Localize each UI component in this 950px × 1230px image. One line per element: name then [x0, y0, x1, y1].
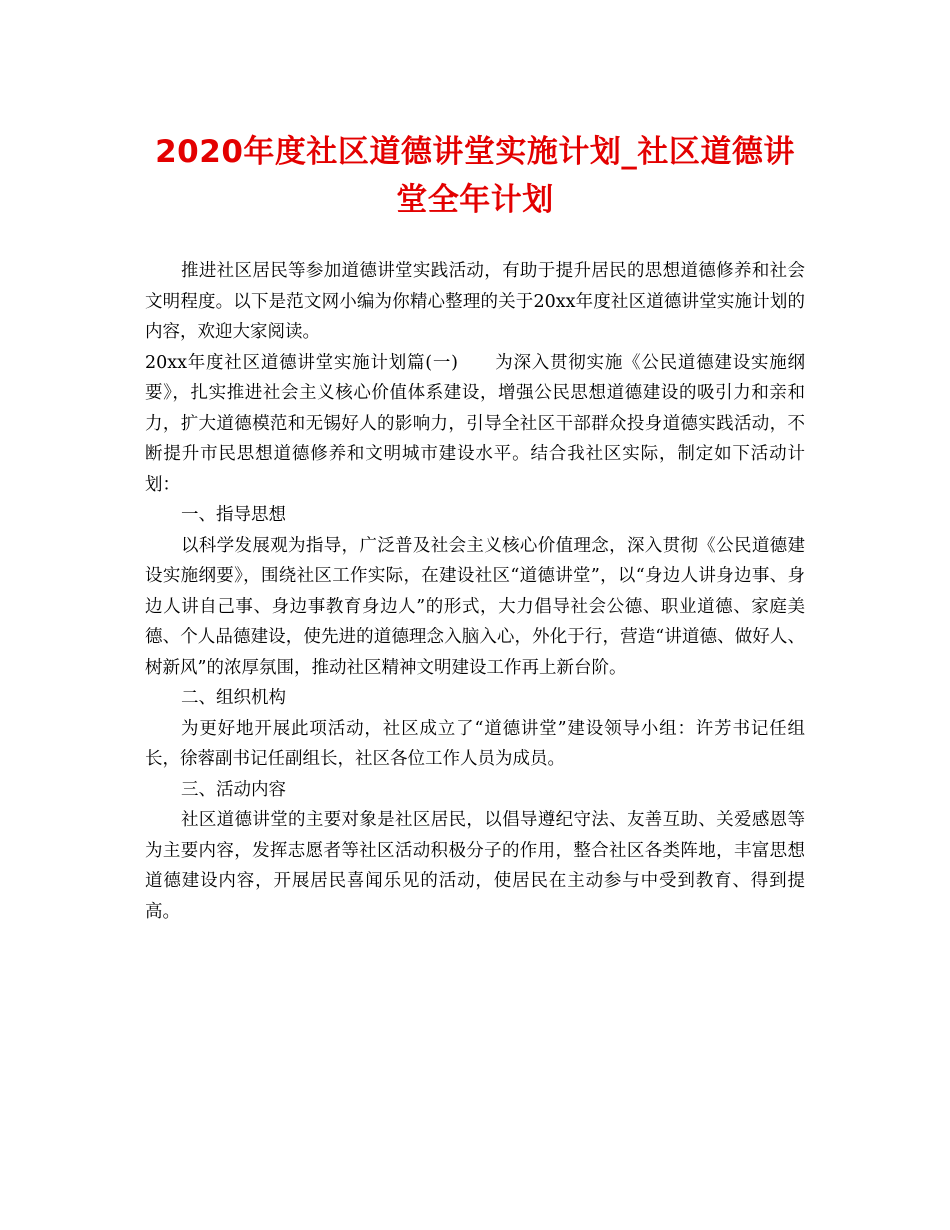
document-title: 2020年度社区道德讲堂实施计划_社区道德讲堂全年计划: [155, 134, 795, 218]
section-heading-organization: 二、组织机构: [181, 688, 286, 708]
document-body: [145, 256, 805, 927]
section-heading-activity-content: 三、活动内容: [181, 779, 286, 800]
activity-content-paragraph: 社区道德讲堂的主要对象是社区居民，以倡导遵纪守法、友善互助、关爱感恩等为主要内容，发挥志愿者等社区活动积极分子的作用，整合社区各类阵地，丰富思想道德建设内容，开展居民喜闻乐见的活动，使居民在主动参与中受到教育、得到提高。: [145, 810, 805, 922]
organization-paragraph: 为更好地开展此项活动，社区成立了“道德讲堂”建设领导小组：许芳书记任组长，徐蓉副书记任副组长，社区各位工作人员为成员。: [145, 718, 805, 769]
section-heading-guiding-ideology: 一、指导思想: [181, 505, 286, 525]
intro-paragraph: 推进社区居民等参加道德讲堂实践活动，有助于提升居民的思想道德修养和社会文明程度。以下是范文网小编为你精心整理的关于20xx年度社区道德讲堂实施计划的内容，欢迎大家阅读。: [145, 261, 805, 342]
guiding-ideology-paragraph: 以科学发展观为指导，广泛普及社会主义核心价值理念，深入贯彻《公民道德建设实施纲要》，围绕社区工作实际，在建设社区“道德讲堂”，以“身边人讲身边事、身边人讲自己事、身边事教育身边人”的形式，大力倡导社会公德、职业道德、家庭美德、个人品德建设，使先进的道德理念入脑入心，外化于行，营造“讲道德、做好人、树新风”的浓厚氛围，推动社区精神文明建设工作再上新台阶。: [145, 535, 805, 678]
plan-opening-paragraph: 20xx年度社区道德讲堂实施计划篇(一) 为深入贯彻实施《公民道德建设实施纲要》，扎实推进社会主义核心价值体系建设，增强公民思想道德建设的吸引力和亲和力，扩大道德模范和无锡好人的影响力，引导全社区干部群众投身道德实践活动，不断提升市民思想道德修养和文明城市建设水平。结合我社区实际，制定如下活动计划：: [145, 352, 805, 495]
